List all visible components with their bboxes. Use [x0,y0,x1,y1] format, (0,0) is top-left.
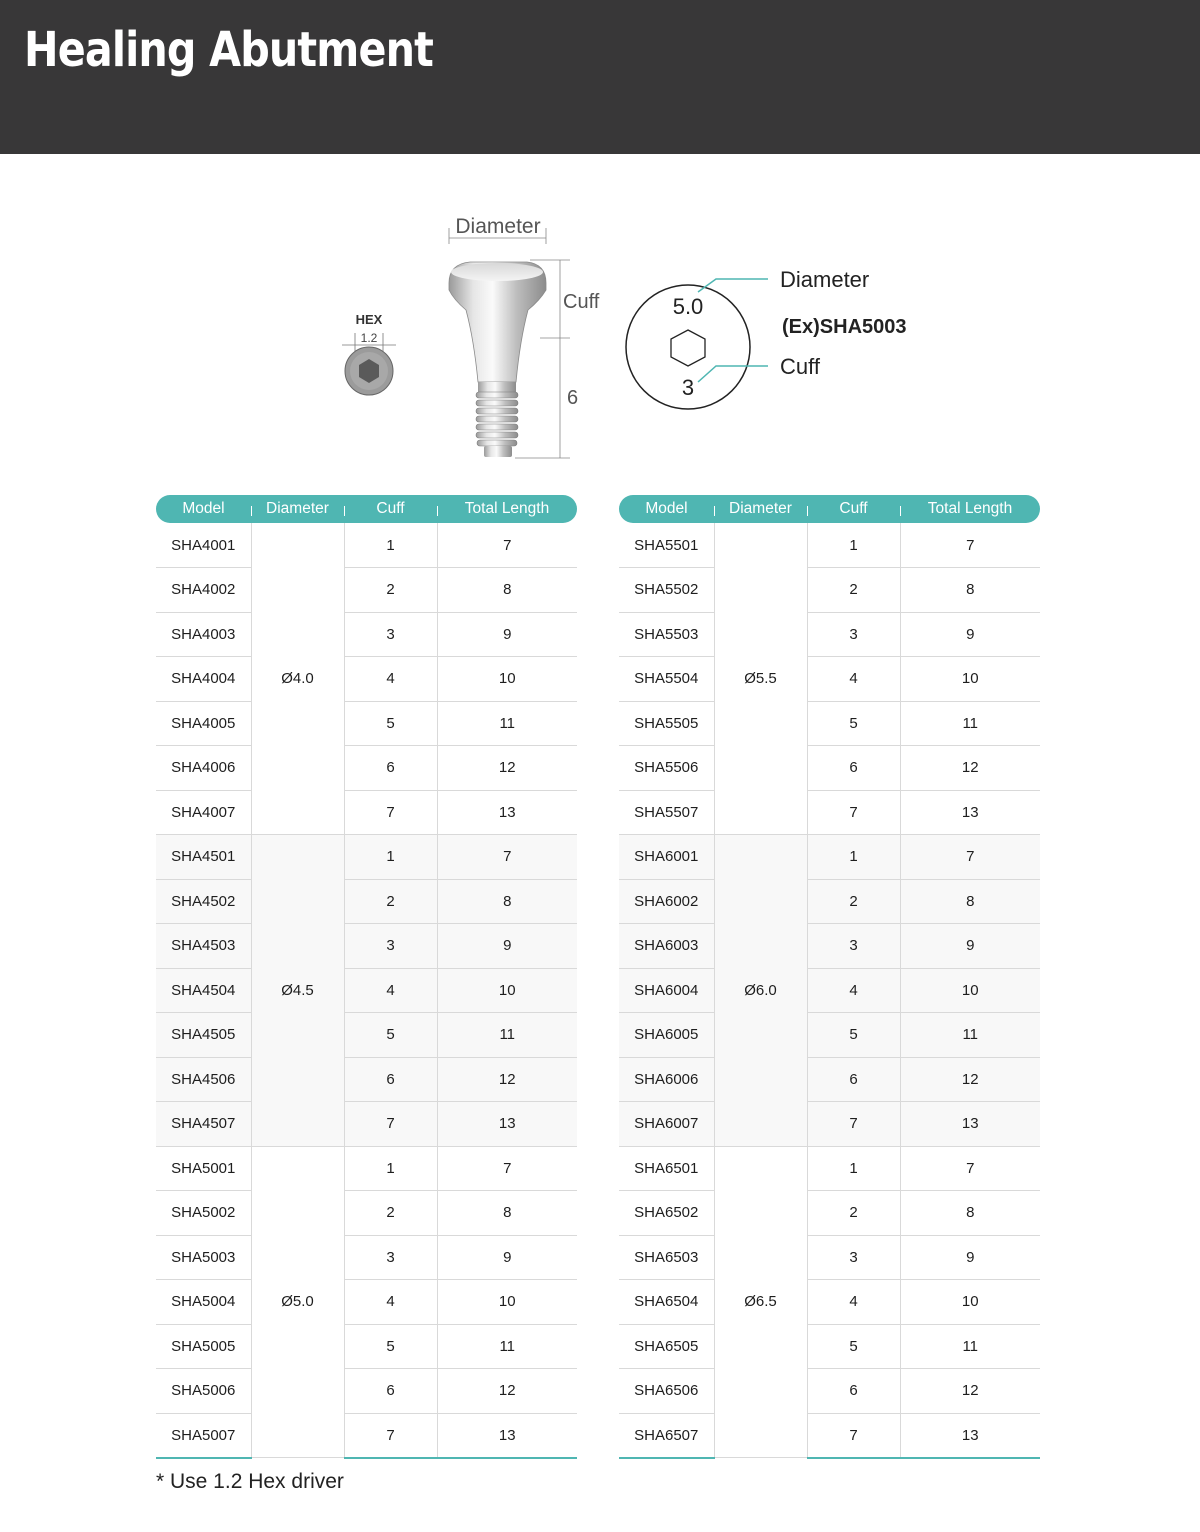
table-row [619,1146,1040,1191]
table-row [619,523,1040,568]
cuff-cell: 5 [344,701,437,746]
model-cell: SHA6005 [619,1013,714,1058]
cuff-cell: 4 [807,968,900,1013]
cuff-cell: 6 [807,746,900,791]
model-cell: SHA4004 [156,657,251,702]
legend-cuff-label: Cuff [780,354,820,379]
length-cell: 8 [900,568,1040,613]
table-row [156,1369,577,1414]
legend-diameter-label: Diameter [780,267,870,292]
model-cell: SHA4002 [156,568,251,613]
header-model: Model [156,495,251,523]
table-header-row [619,495,1040,523]
length-cell: 13 [437,1102,577,1147]
cuff-cell: 7 [807,1413,900,1458]
model-cell: SHA6504 [619,1280,714,1325]
length-cell: 11 [900,1013,1040,1058]
diameter-cell: Ø4.5 [251,835,344,1147]
table-row [619,1191,1040,1236]
model-cell: SHA6507 [619,1413,714,1458]
length-cell: 12 [437,1369,577,1414]
length-cell: 7 [437,1146,577,1191]
cuff-cell: 3 [807,1235,900,1280]
table-row [156,1235,577,1280]
table-row [156,1146,577,1191]
table-row [619,612,1040,657]
model-cell: SHA4006 [156,746,251,791]
length-cell: 12 [900,746,1040,791]
table-row [619,1280,1040,1325]
model-cell: SHA5006 [156,1369,251,1414]
length-cell: 9 [900,924,1040,969]
cuff-cell: 1 [807,835,900,880]
cuff-cell: 3 [344,924,437,969]
table-row [156,657,577,702]
length-cell: 12 [900,1057,1040,1102]
model-cell: SHA5002 [156,1191,251,1236]
cuff-cell: 4 [807,1280,900,1325]
hex-inset [342,312,396,395]
table-row [156,924,577,969]
model-cell: SHA5004 [156,1280,251,1325]
table-row [156,612,577,657]
length-cell: 12 [900,1369,1040,1414]
diameter-cell: Ø5.5 [714,523,807,835]
length-cell: 7 [900,835,1040,880]
table-row [156,568,577,613]
cuff-cell: 4 [344,968,437,1013]
model-cell: SHA5501 [619,523,714,568]
table-row [156,746,577,791]
length-cell: 7 [900,523,1040,568]
header-model: Model [619,495,714,523]
model-cell: SHA6001 [619,835,714,880]
model-cell: SHA6003 [619,924,714,969]
cuff-cell: 7 [807,1102,900,1147]
header-total-length: Total Length [437,495,577,523]
table-row [619,568,1040,613]
footnote: * Use 1.2 Hex driver [156,1470,344,1493]
cuff-cell: 6 [344,1057,437,1102]
table-row [619,968,1040,1013]
length-cell: 10 [437,657,577,702]
model-cell: SHA5504 [619,657,714,702]
table-row [619,1324,1040,1369]
length-cell: 11 [900,1324,1040,1369]
table-row [156,968,577,1013]
table-row [156,1280,577,1325]
length-cell: 10 [900,1280,1040,1325]
cuff-cell: 6 [807,1057,900,1102]
length-cell: 7 [437,523,577,568]
table-row [619,879,1040,924]
length-cell: 12 [437,746,577,791]
model-cell: SHA5001 [156,1146,251,1191]
cuff-cell: 5 [807,1324,900,1369]
table-header-row [156,495,577,523]
model-cell: SHA4005 [156,701,251,746]
length-cell: 9 [437,1235,577,1280]
model-cell: SHA6002 [619,879,714,924]
page-title: Healing Abutment [24,22,433,78]
header-cuff: Cuff [807,495,900,523]
length-cell: 13 [900,790,1040,835]
cuff-cell: 4 [344,657,437,702]
model-cell: SHA5003 [156,1235,251,1280]
table-row [619,701,1040,746]
cuff-cell: 2 [344,879,437,924]
model-cell: SHA5503 [619,612,714,657]
model-cell: SHA4504 [156,968,251,1013]
table-row [156,1013,577,1058]
cuff-cell: 7 [344,1413,437,1458]
length-cell: 10 [900,968,1040,1013]
hex-value: 1.2 [360,331,378,345]
product-diagram [0,0,1200,480]
length-cell: 9 [900,612,1040,657]
cuff-cell: 5 [807,1013,900,1058]
table-row [156,1057,577,1102]
legend-example-label: (Ex)SHA5003 [782,316,907,338]
model-cell: SHA6502 [619,1191,714,1236]
header-diameter: Diameter [714,495,807,523]
model-cell: SHA4505 [156,1013,251,1058]
table-row [156,879,577,924]
table-row [156,1191,577,1236]
table-row [156,1324,577,1369]
model-cell: SHA5505 [619,701,714,746]
model-cell: SHA4007 [156,790,251,835]
cuff-cell: 5 [807,701,900,746]
length-cell: 10 [900,657,1040,702]
cuff-cell: 2 [807,1191,900,1236]
cuff-cell: 1 [344,1146,437,1191]
model-cell: SHA5005 [156,1324,251,1369]
model-cell: SHA4502 [156,879,251,924]
thread [476,392,518,446]
cuff-cell: 2 [344,1191,437,1236]
cuff-cell: 2 [344,568,437,613]
model-cell: SHA6004 [619,968,714,1013]
cuff-cell: 7 [344,1102,437,1147]
model-cell: SHA6006 [619,1057,714,1102]
cuff-cell: 6 [344,1369,437,1414]
table-row [156,523,577,568]
cuff-cell: 5 [344,1013,437,1058]
hex-label: HEX [355,312,383,327]
header-cuff: Cuff [344,495,437,523]
model-cell: SHA5007 [156,1413,251,1458]
length-cell: 13 [900,1102,1040,1147]
abutment-illustration [449,262,546,457]
model-cell: SHA4001 [156,523,251,568]
cap-cuff-value: 3 [681,375,695,400]
cuff-cell: 2 [807,879,900,924]
length-cell: 11 [437,701,577,746]
table-row [619,1235,1040,1280]
length-cell: 13 [437,790,577,835]
cap-legend [626,267,907,409]
dim-cuff-label: Cuff [563,291,600,313]
dim-length-label: 6 [567,387,579,409]
model-cell: SHA6506 [619,1369,714,1414]
length-cell: 11 [437,1324,577,1369]
model-cell: SHA4501 [156,835,251,880]
table-row [156,701,577,746]
table-row [619,790,1040,835]
model-cell: SHA4503 [156,924,251,969]
table-body [619,523,1040,1458]
length-cell: 8 [437,568,577,613]
length-cell: 10 [437,1280,577,1325]
table-row [619,924,1040,969]
table-row [619,1369,1040,1414]
table-row [156,835,577,880]
model-cell: SHA6505 [619,1324,714,1369]
diameter-cell: Ø6.0 [714,835,807,1147]
model-cell: SHA4506 [156,1057,251,1102]
header-diameter: Diameter [251,495,344,523]
length-cell: 8 [437,1191,577,1236]
length-cell: 11 [900,701,1040,746]
length-cell: 9 [437,924,577,969]
spec-table-right [619,495,1040,1459]
cuff-cell: 1 [344,835,437,880]
cuff-cell: 1 [344,523,437,568]
cuff-cell: 1 [807,1146,900,1191]
table-row [619,1057,1040,1102]
diameter-cell: Ø6.5 [714,1146,807,1458]
cuff-cell: 7 [344,790,437,835]
cuff-cell: 2 [807,568,900,613]
table-row [619,1413,1040,1458]
model-cell: SHA5506 [619,746,714,791]
model-cell: SHA5507 [619,790,714,835]
header-total-length: Total Length [900,495,1040,523]
model-cell: SHA4507 [156,1102,251,1147]
cuff-cell: 6 [344,746,437,791]
length-cell: 9 [437,612,577,657]
length-cell: 13 [900,1413,1040,1458]
model-cell: SHA4003 [156,612,251,657]
length-cell: 8 [437,879,577,924]
length-cell: 12 [437,1057,577,1102]
cuff-cell: 3 [344,612,437,657]
cuff-cell: 3 [807,924,900,969]
model-cell: SHA5502 [619,568,714,613]
table-row [619,657,1040,702]
length-cell: 7 [900,1146,1040,1191]
model-cell: SHA6501 [619,1146,714,1191]
length-cell: 7 [437,835,577,880]
length-cell: 8 [900,1191,1040,1236]
length-cell: 13 [437,1413,577,1458]
dim-diameter-label: Diameter [455,215,541,238]
cuff-cell: 5 [344,1324,437,1369]
table-row [156,1413,577,1458]
length-cell: 9 [900,1235,1040,1280]
length-cell: 11 [437,1013,577,1058]
cap-diameter-value: 5.0 [672,294,704,319]
diameter-cell: Ø5.0 [251,1146,344,1458]
cuff-cell: 6 [807,1369,900,1414]
length-cell: 10 [437,968,577,1013]
cuff-cell: 3 [807,612,900,657]
diameter-cell: Ø4.0 [251,523,344,835]
cuff-cell: 1 [807,523,900,568]
table-row [619,835,1040,880]
table-row [619,746,1040,791]
table-body [156,523,577,1458]
cuff-cell: 4 [344,1280,437,1325]
table-row [156,790,577,835]
table-row [619,1102,1040,1147]
cuff-cell: 7 [807,790,900,835]
table-row [619,1013,1040,1058]
spec-table-left [156,495,577,1459]
length-cell: 8 [900,879,1040,924]
model-cell: SHA6503 [619,1235,714,1280]
model-cell: SHA6007 [619,1102,714,1147]
cuff-cell: 4 [807,657,900,702]
cuff-cell: 3 [344,1235,437,1280]
table-row [156,1102,577,1147]
